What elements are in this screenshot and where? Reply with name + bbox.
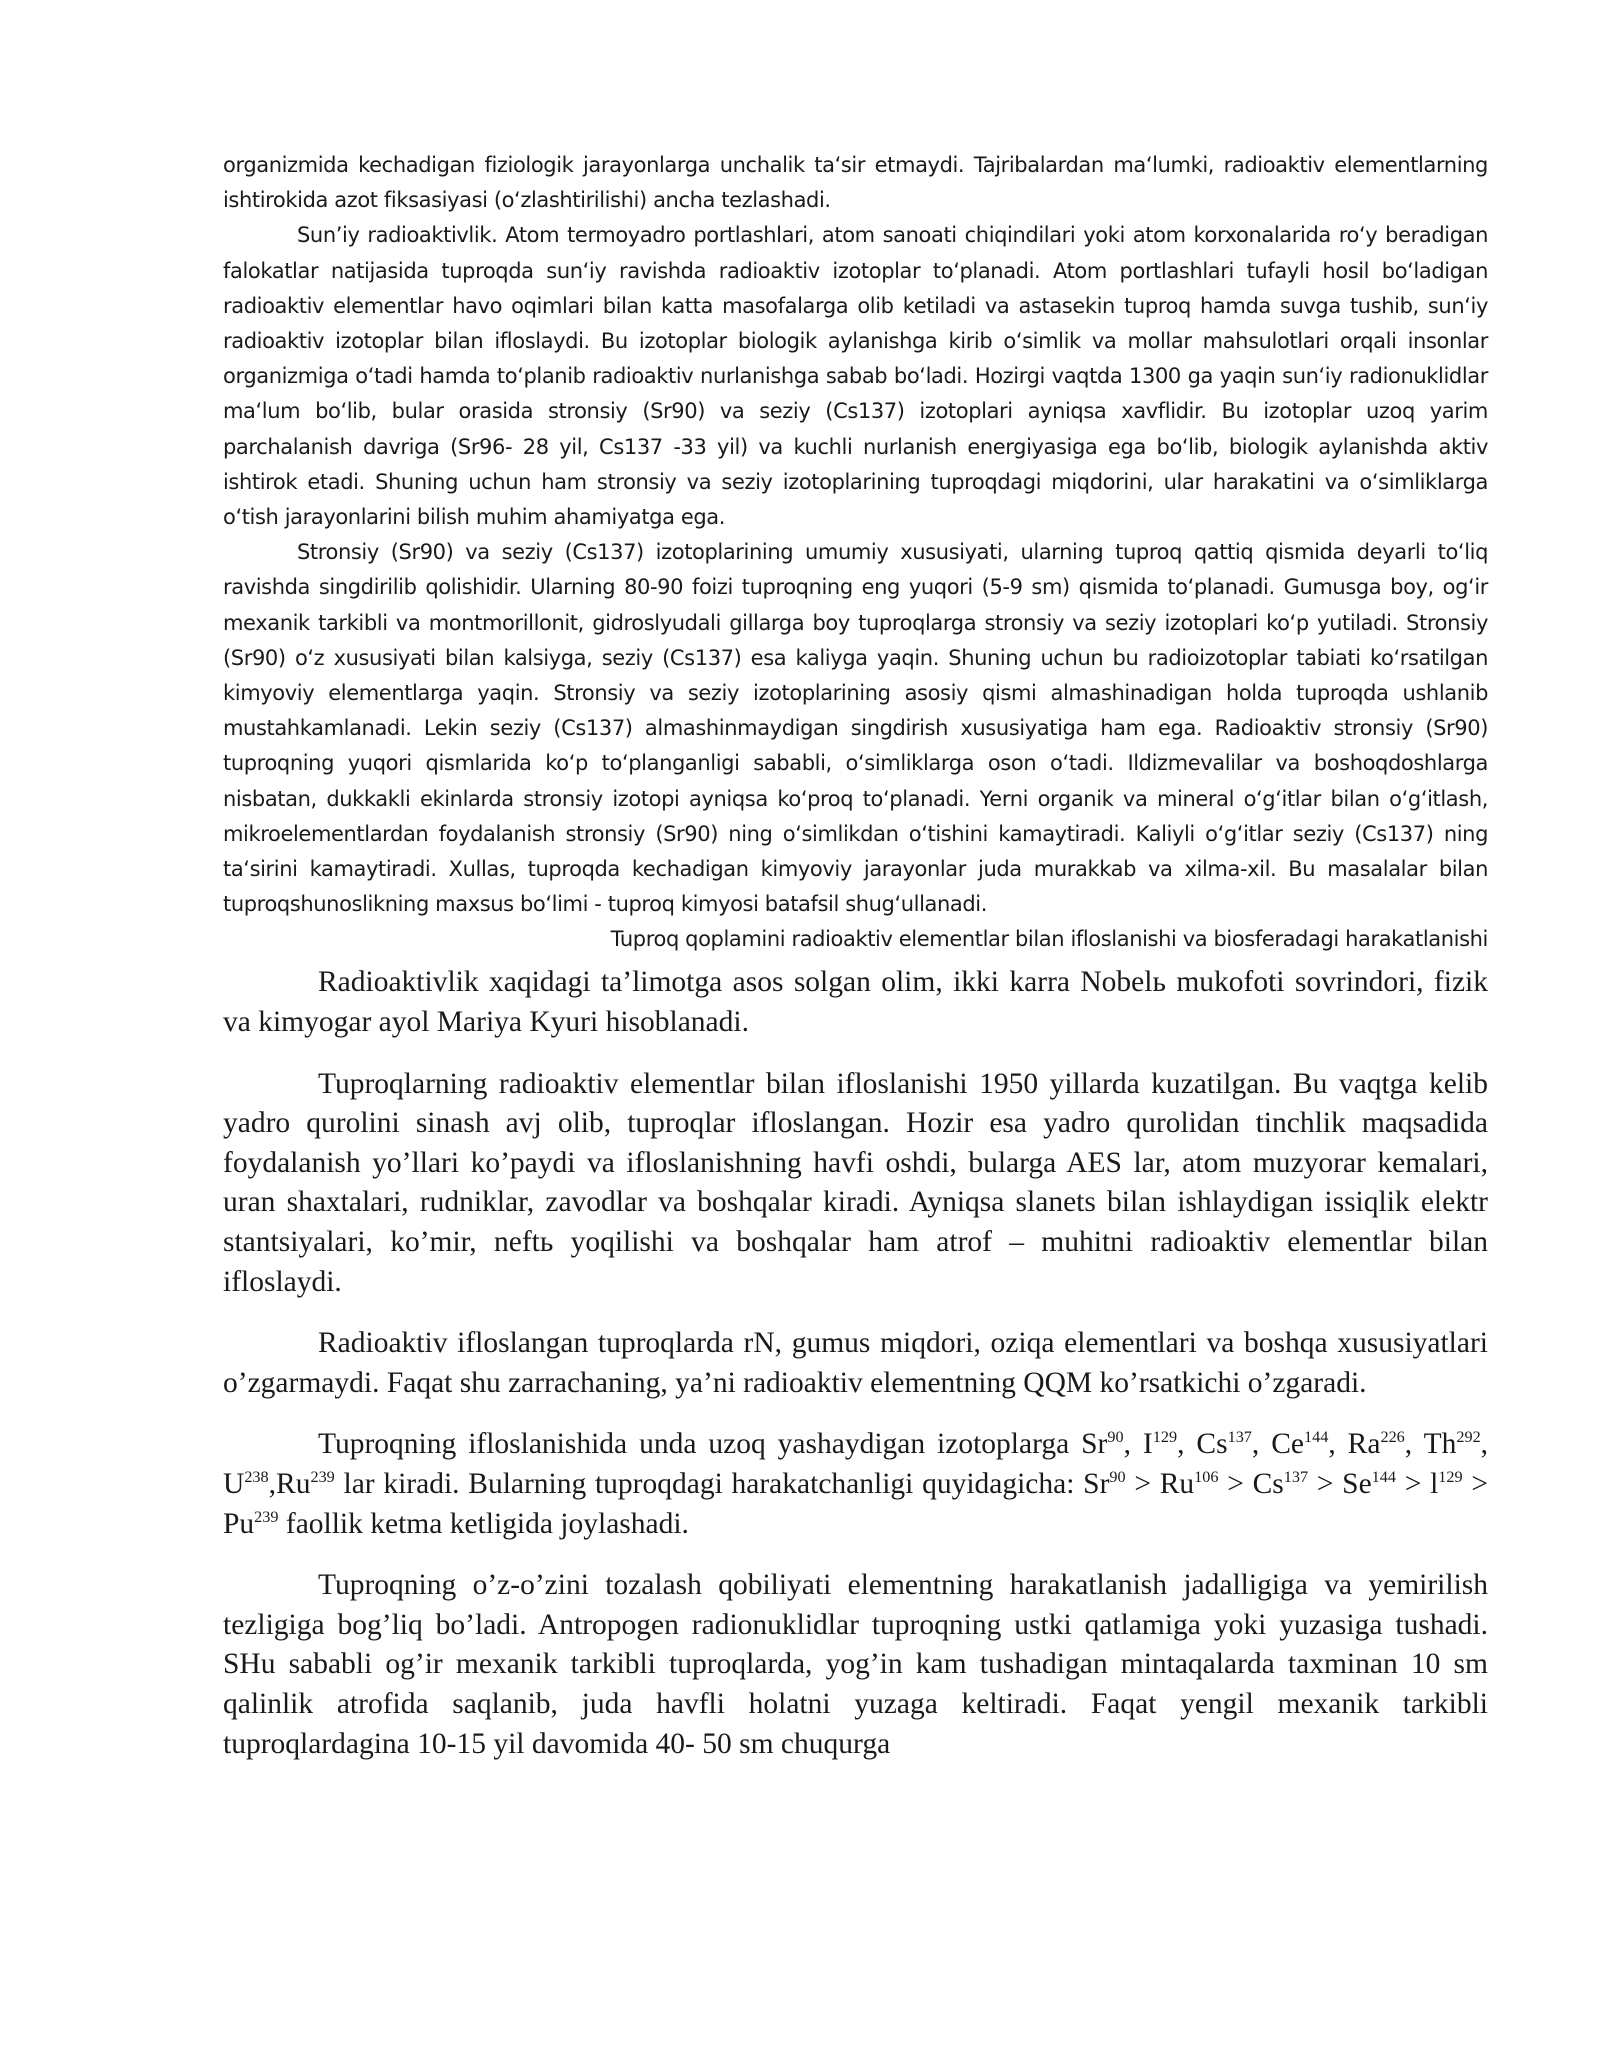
- isotope-mass-number: 90: [1107, 1428, 1124, 1447]
- isotope-l-129: [1430, 1468, 1488, 1500]
- isotope-symbol: Sr: [1081, 1428, 1108, 1461]
- isotope-separator: >: [1396, 1468, 1431, 1500]
- isotope-th-292: [1424, 1428, 1488, 1460]
- paragraph-properties: Radioaktiv ifloslangan tuproqlarda rN, gumus miqdori, oziqa elementlari va boshqa xususiyatlari o’zgarmaydi. Faqat shu zarrachaning, ya’ni radioaktiv elementning QQM ko’rsatkichi o’zgaradi.: [223, 1327, 1488, 1399]
- paragraph-continuation: organizmida kechadigan fiziologik jarayonlarga unchalik taʻsir etmaydi. Tajribalardan maʻlumki, radioaktiv elementlarning ishtirokida azot fiksasiyasi (oʻzlashtirilishi) ancha tezlashadi.: [223, 153, 1488, 213]
- isotope-separator: ,: [1177, 1428, 1197, 1461]
- isotope-mass-number: 137: [1283, 1468, 1309, 1487]
- isotope-mass-number: 144: [1371, 1468, 1396, 1487]
- isotope-symbol: Cs: [1196, 1428, 1228, 1461]
- isotope-mass-number: 106: [1194, 1468, 1219, 1487]
- isotope-sr-90: [1083, 1468, 1160, 1500]
- isotope-symbol: Ce: [1271, 1428, 1305, 1461]
- isotope-symbol: U: [223, 1468, 245, 1500]
- isotope-pu-239: [223, 1508, 286, 1540]
- isotope-ra-226: [1348, 1428, 1424, 1460]
- isotope-separator: ,: [1328, 1428, 1348, 1461]
- isotope-separator: ,: [1251, 1428, 1272, 1461]
- isotope-separator: [335, 1468, 344, 1500]
- isotope-mass-number: 226: [1380, 1428, 1405, 1447]
- isotope-separator: >: [1462, 1468, 1488, 1500]
- isotopes-ending: faollik ketma ketligida joylashadi.: [285, 1507, 689, 1540]
- isotopes-middle: lar kiradi. Bularning tuproqdagi harakatchanligi quyidagicha:: [343, 1468, 1084, 1500]
- isotope-i-129: [1143, 1428, 1196, 1460]
- isotope-symbol: Cs: [1252, 1468, 1284, 1500]
- isotope-u-238: [223, 1468, 276, 1500]
- isotope-symbol: Th: [1423, 1428, 1457, 1461]
- isotope-mass-number: 144: [1304, 1428, 1329, 1447]
- isotope-ru-239: [276, 1468, 344, 1500]
- isotope-symbol: l: [1430, 1468, 1439, 1500]
- isotope-cs-137: [1196, 1428, 1271, 1460]
- sans-section: [223, 148, 1488, 922]
- isotope-sr-90: [1081, 1428, 1143, 1460]
- isotope-mass-number: 239: [310, 1468, 335, 1487]
- isotopes-intro: Tuproqning ifloslanishida unda uzoq yashaydigan izotoplarga: [318, 1428, 1082, 1461]
- isotope-mass-number: 129: [1152, 1428, 1178, 1447]
- isotope-mass-number: 90: [1109, 1468, 1126, 1487]
- isotope-mass-number: 129: [1438, 1468, 1463, 1487]
- isotope-symbol: Ra: [1347, 1428, 1381, 1461]
- section-heading: Tuproq qoplamini radioaktiv elementlar bilan ifloslanishi va biosferadagi harakatlanishi: [610, 927, 1488, 952]
- isotope-cs-137: [1253, 1468, 1343, 1500]
- paragraph-strontium-cesium: Stronsiy (Sr90) va seziy (Cs137) izotoplarining umumiy xususiyati, ularning tuproq qattiq qismida deyarli toʻliq ravishda singdirilib qolishidir. Ularning 80-90 foizi tuproqning eng yuqori (5-9 sm) qismida toʻplanadi. Gumusga boy, ogʻir mexanik tarkibli va montmorillonit, gidroslyudali gillarga boy tuproqlarga stronsiy va seziy izotoplari koʻp yutiladi. Stronsiy (Sr90) oʻz xususiyati bilan kalsiyga, seziy (Cs137) esa kaliyga yaqin. Shuning uchun bu radioizotoplar tabiati koʻrsatilgan kimyoviy elementlarga yaqin. Stronsiy va seziy izotoplarining asosiy qismi almashinadigan holda tuproqda ushlanib mustahkamlanadi. Lekin seziy (Cs137) almashinmaydigan singdirish xususiyatiga ham ega. Radioaktiv stronsiy (Sr90) tuproqning yuqori qismlarida koʻp toʻplanganligi sababli, oʻsimliklarga oson oʻtadi. Ildizmevalilar va boshoqdoshlarga nisbatan, dukkakli ekinlarda stronsiy izotopi ayniqsa koʻproq toʻplanadi. Yerni organik va mineral oʻgʻitlar bilan oʻgʻitlash, mikroelementlardan foydalanish stronsiy (Sr90) ning oʻsimlikdan oʻtishini kamaytiradi. Kaliyli oʻgʻitlar seziy (Cs137) ning taʻsirini kamaytiradi. Xullas, tuproqda kechadigan kimyoviy jarayonlar juda murakkab va xilma-xil. Bu masalalar bilan tuproqshunoslikning maxsus boʻlimi - tuproq kimyosi batafsil shugʻullanadi.: [223, 540, 1488, 917]
- isotope-separator: >: [1218, 1468, 1253, 1500]
- isotope-separator: [279, 1508, 286, 1540]
- paragraph-curie: Radioaktivlik xaqidagi ta’limotga asos solgan olim, ikki karra Nobelь mukofoti sovrindori, fizik va kimyogar ayol Mariya Kyuri hisoblanadi.: [223, 966, 1488, 1039]
- isotope-mass-number: 239: [254, 1507, 279, 1526]
- isotope-symbol: Ru: [1159, 1468, 1195, 1500]
- isotope-separator: ,: [1404, 1428, 1424, 1461]
- paragraph-artificial-radioactivity: Sun’iy radioaktivlik. Atom termoyadro portlashlari, atom sanoati chiqindilari yoki atom korxonalarida roʻy beradigan falokatlar natijasida tuproqda sunʻiy ravishda radioaktiv izotoplar toʻplanadi. Atom portlashlari tufayli hosil boʻladigan radioaktiv elementlar havo oqimlari bilan katta masofalarga olib ketiladi va astasekin tuproq hamda suvga tushib, sunʻiy radioaktiv izotoplar bilan ifloslaydi. Bu izotoplar biologik aylanishga kirib oʻsimlik va mollar mahsulotlari orqali insonlar organizmiga oʻtadi hamda toʻplanib radioaktiv nurlanishga sabab boʻladi. Hozirgi vaqtda 1300 ga yaqin sunʻiy radionuklidlar maʻlum boʻlib, bular orasida stronsiy (Sr90) va seziy (Cs137) izotoplari ayniqsa xavflidir. Bu izotoplar uzoq yarim parchalanish davriga (Sr96- 28 yil, Cs137 -33 yil) va kuchli nurlanish energiyasiga ega boʻlib, biologik aylanishda aktiv ishtirok etadi. Shuning uchun ham stronsiy va seziy izotoplarining tuproqdagi miqdorini, ular harakatini va oʻsimliklarga oʻtish jarayonlarini bilish muhim ahamiyatga ega.: [223, 223, 1488, 530]
- isotope-separator: >: [1125, 1468, 1160, 1500]
- isotope-se-144: [1342, 1468, 1430, 1500]
- isotope-separator: ,: [1480, 1428, 1489, 1461]
- isotope-symbol: Sr: [1083, 1468, 1110, 1500]
- isotope-separator: >: [1308, 1468, 1343, 1500]
- serif-section: [223, 963, 1488, 1764]
- isotope-separator: ,: [268, 1468, 277, 1500]
- isotope-symbol: Ru: [276, 1468, 311, 1500]
- isotope-mass-number: 292: [1456, 1428, 1481, 1447]
- isotope-separator: ,: [1123, 1428, 1143, 1461]
- isotope-ce-144: [1271, 1428, 1347, 1460]
- isotope-ru-106: [1160, 1468, 1253, 1500]
- isotope-symbol: I: [1142, 1428, 1153, 1461]
- isotope-mass-number: 238: [244, 1468, 269, 1487]
- paragraph-pollution-history: Tuproqlarning radioaktiv elementlar bilan ifloslanishi 1950 yillarda kuzatilgan. Bu vaqtga kelib yadro qurolini sinash avj olib, tuproqlar ifloslangan. Hozir esa yadro qurolidan tinchlik maqsadida foydalanish yo’llari ko’paydi va ifloslanishning havfi oshdi, bularga AES lar, atom muzyorar kemalari, uran shaxtalari, rudniklar, zavodlar va boshqalar kiradi. Ayniqsa slanets bilan ishlaydigan issiqlik elektr stantsiyalari, ko’mir, neftь yoqilishi va boshqalar ham atrof – muhitni radioaktiv elementlar bilan ifloslaydi.: [223, 1067, 1488, 1298]
- paragraph-isotopes: [223, 1425, 1488, 1544]
- isotope-symbol: Se: [1342, 1468, 1372, 1500]
- isotope-symbol: Pu: [223, 1507, 255, 1540]
- isotope-mass-number: 137: [1227, 1428, 1252, 1447]
- paragraph-self-cleaning: Tuproqning o’z-o’zini tozalash qobiliyati elementning harakatlanish jadalligiga va yemirilish tezligiga bog’liq bo’ladi. Antropogen radionuklidlar tuproqning ustki qatlamiga yoki yuzasiga tushadi. SHu sababli og’ir mexanik tarkibli tuproqlarda, yog’in kam tushadigan mintaqalarda taxminan 10 sm qalinlik atrofida saqlanib, juda havfli holatni yuzaga keltiradi. Faqat yengil mexanik tarkibli tuproqlardagina 10-15 yil davomida 40- 50 sm chuqurga: [223, 1569, 1488, 1760]
